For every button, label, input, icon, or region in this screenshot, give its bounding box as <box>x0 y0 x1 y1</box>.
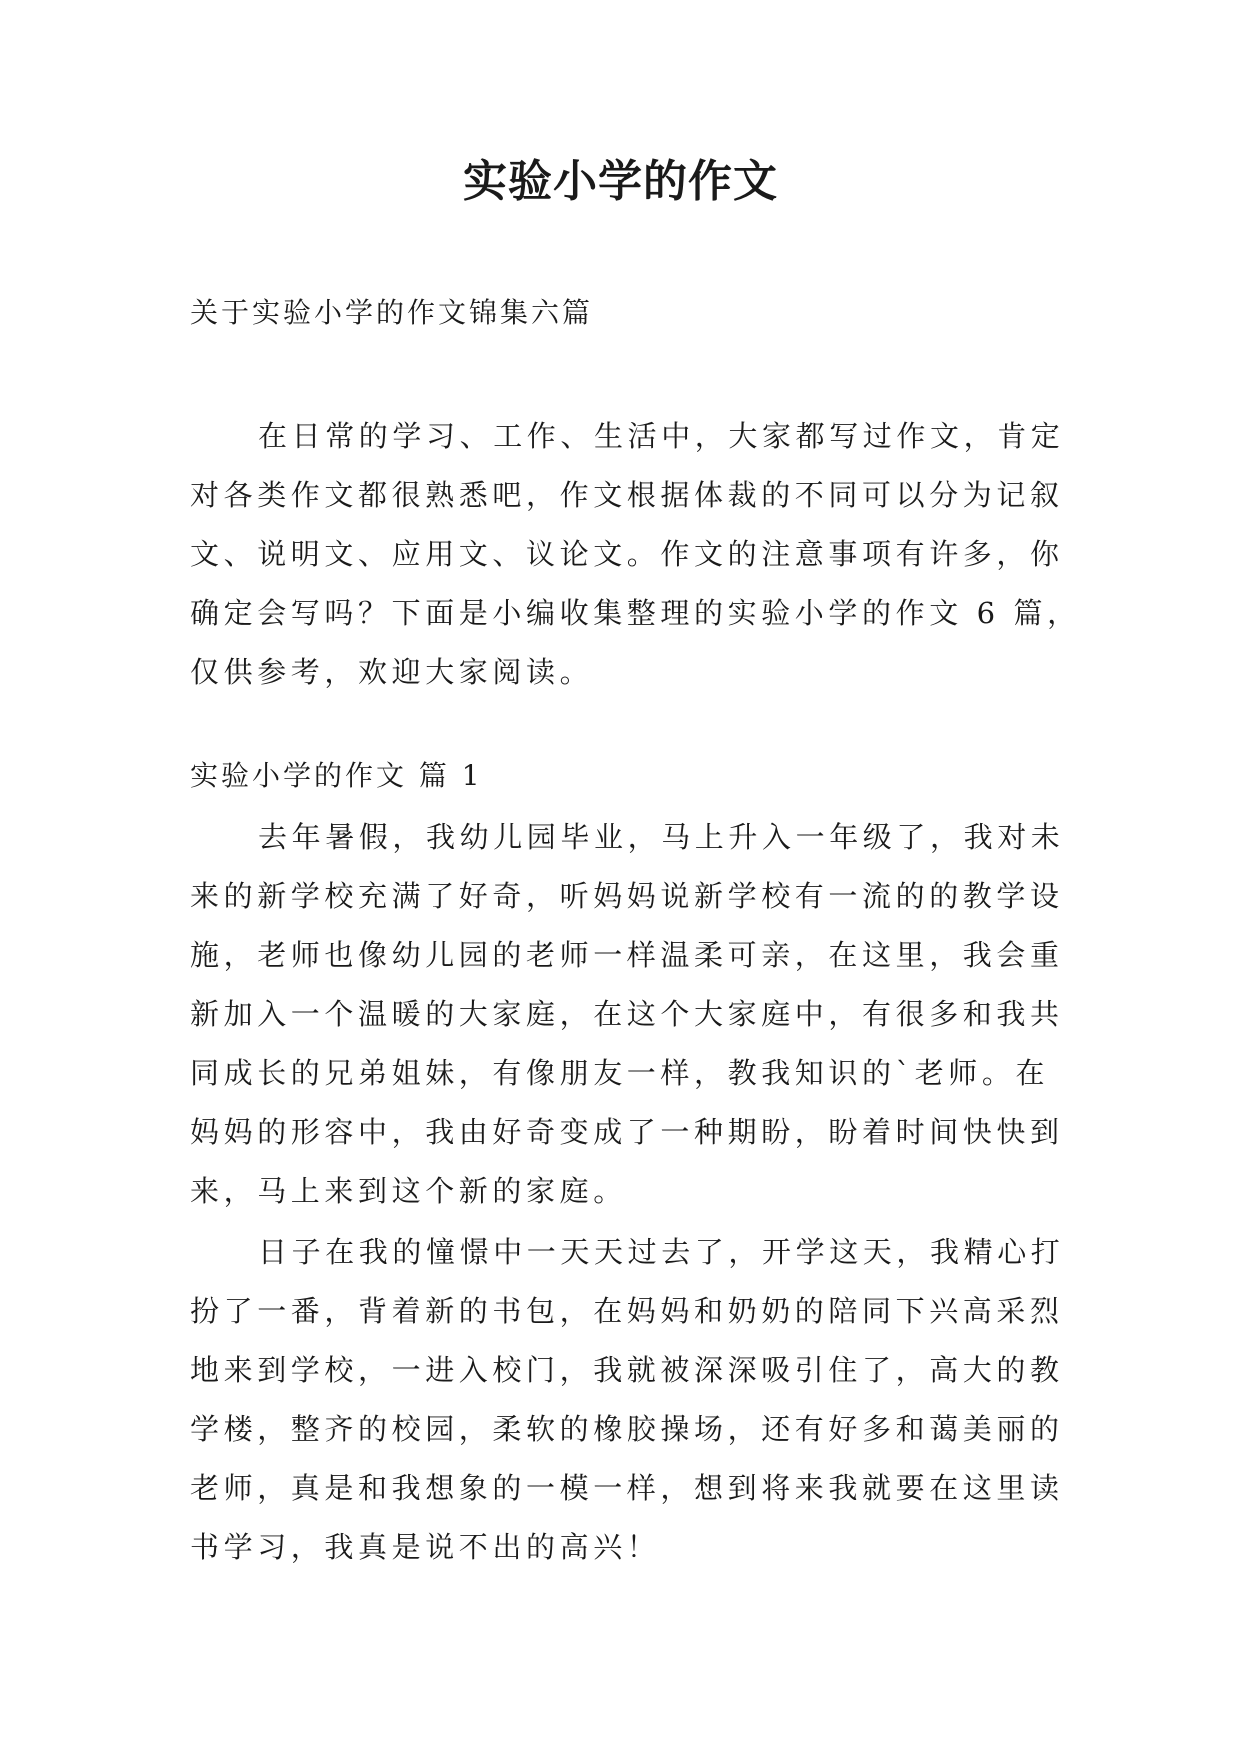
section-heading: 实验小学的作文 篇 1 <box>190 759 483 792</box>
intro-paragraph <box>190 407 1081 702</box>
paragraph-line: 来，马上来到这个新的家庭。 <box>190 1174 627 1208</box>
paragraph-line: 日子在我的憧憬中一天天过去了，开学这天，我精心打 <box>258 1235 1065 1269</box>
intro-line: 在日常的学习、工作、生活中，大家都写过作文，肯定 <box>258 419 1065 453</box>
paragraph-line: 地来到学校，一进入校门，我就被深深吸引住了，高大的教 <box>190 1353 1064 1387</box>
document-title: 实验小学的作文 <box>463 156 778 207</box>
paragraph-line: 同成长的兄弟姐妹，有像朋友一样，教我知识的`老师。在 <box>190 1056 1050 1090</box>
paragraph-line: 学楼，整齐的校园，柔软的橡胶操场，还有好多和蔼美丽的 <box>190 1412 1064 1446</box>
paragraph-line: 老师，真是和我想象的一模一样，想到将来我就要在这里读 <box>190 1471 1064 1505</box>
paragraph-line: 来的新学校充满了好奇，听妈妈说新学校有一流的的教学设 <box>190 879 1064 913</box>
paragraph-line: 书学习，我真是说不出的高兴！ <box>190 1530 661 1564</box>
paragraph-line: 扮了一番，背着新的书包，在妈妈和奶奶的陪同下兴高采烈 <box>190 1294 1064 1328</box>
paragraph-line: 施，老师也像幼儿园的老师一样温柔可亲，在这里，我会重 <box>190 938 1064 972</box>
paragraph-line: 妈妈的形容中，我由好奇变成了一种期盼，盼着时间快快到 <box>190 1115 1064 1149</box>
essay-paragraph-2 <box>190 1223 1070 1577</box>
intro-line: 仅供参考，欢迎大家阅读。 <box>190 655 594 689</box>
intro-line: 确定会写吗？下面是小编收集整理的实验小学的作文 6 篇， <box>190 596 1081 630</box>
paragraph-line: 新加入一个温暖的大家庭，在这个大家庭中，有很多和我共 <box>190 997 1064 1031</box>
document-subtitle: 关于实验小学的作文锦集六篇 <box>190 296 594 329</box>
paragraph-line: 去年暑假，我幼儿园毕业，马上升入一年级了，我对未 <box>258 820 1065 854</box>
essay-paragraph-1 <box>190 808 1070 1221</box>
intro-line: 对各类作文都很熟悉吧，作文根据体裁的不同可以分为记叙 <box>190 478 1064 512</box>
intro-line: 文、说明文、应用文、议论文。作文的注意事项有许多，你 <box>190 537 1064 571</box>
